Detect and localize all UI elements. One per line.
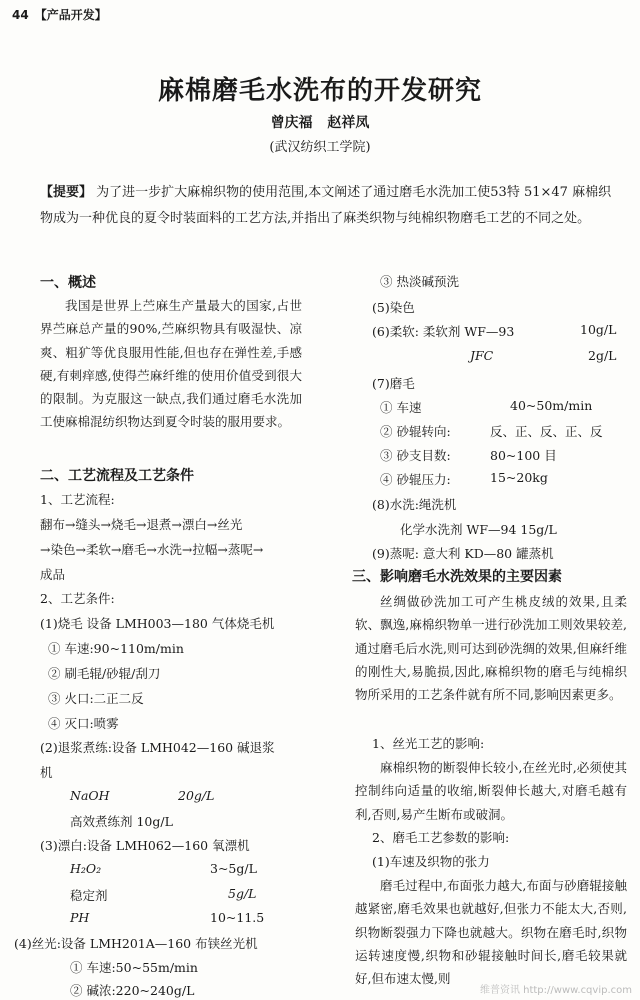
softening-agent-name: (6)柔软: 柔软剂 WF—93 [372, 324, 515, 339]
jfc-value: 2g/L [588, 348, 617, 363]
singeing-burners: ③ 火口:二正二反 [48, 691, 144, 706]
jfc-name: JFC [470, 348, 494, 363]
section-3-paragraph: 丝绸做砂洗加工可产生桃皮绒的效果,且柔软、飘逸,麻棉织物单一进行砂洗加工则效果较差,通过磨毛后水洗,则可达到砂洗绸的效果,但麻纤维的刚性大,易脆损,因此,麻棉织物的磨毛与纯棉织物所采用的工艺条件就有所不同,影响因素更多。 [355, 594, 627, 703]
section-2-heading: 二、工艺流程及工艺条件 [40, 468, 194, 484]
bleaching-stabilizer-value: 5g/L [228, 886, 257, 901]
subsection-1-heading: 1、丝光工艺的影响: [372, 736, 485, 751]
sand-roller-direction-value: 反、正、反、正、反 [490, 424, 603, 439]
bleaching-step: (3)漂白:设备 LMH062—160 氧漂机 [40, 838, 250, 853]
dyeing-step: (5)染色 [372, 300, 415, 315]
subsection-2-item-1: (1)车速及织物的张力 [372, 854, 490, 869]
washing-step: (8)水洗:绳洗机 [372, 497, 457, 512]
bleaching-ph-name: PH [70, 910, 90, 925]
article-title: 麻棉磨毛水洗布的开发研究 [157, 76, 482, 106]
desizing-scouring-agent: 高效煮练剂 10g/L [70, 814, 173, 829]
bleaching-ph-value: 10~11.5 [210, 910, 265, 925]
running-header [12, 6, 107, 23]
mercerizing-speed: ① 车速:50~55m/min [70, 960, 198, 975]
process-flow-line-3: 成品 [40, 567, 66, 582]
sand-roller-pressure-name: ④ 砂辊压力: [380, 472, 451, 487]
section-3-heading: 三、影响磨毛水洗效果的主要因素 [352, 569, 562, 585]
conditions-label: 2、工艺条件: [40, 591, 115, 606]
desizing-step-cont: 机 [40, 765, 53, 780]
singeing-quench: ④ 灭口:喷雾 [48, 716, 119, 731]
singeing-speed: ① 车速:90~110m/min [48, 641, 184, 656]
subsection-2-heading: 2、磨毛工艺参数的影响: [372, 830, 510, 845]
prewash-step: ③ 热淡碱预洗 [380, 274, 459, 289]
singeing-step: (1)烧毛 设备 LMH003—180 气体烧毛机 [40, 616, 275, 631]
sand-mesh-value: 80~100 目 [490, 448, 557, 463]
sand-roller-direction-name: ② 砂辊转向: [380, 424, 451, 439]
abstract-text: 为了进一步扩大麻棉织物的使用范围,本文阐述了通过磨毛水洗加工使53特 51×47 麻棉织物成为一种优良的夏令时装面料的工艺方法,并指出了麻类织物与纯棉织物磨毛工艺的不同之处。 [40, 185, 612, 226]
section-tag: 【产品开发】 [34, 8, 107, 22]
process-flow-line-2: →染色→柔软→磨毛→水洗→拉幅→蒸呢→ [40, 542, 264, 557]
subsection-1-paragraph: 麻棉织物的断裂伸长较小,在丝光时,必须使其控制纬向适量的收缩,断裂伸长越大,对磨毛越有利,否则,易产生断布或破洞。 [355, 760, 627, 822]
page-number: 44 [12, 8, 29, 22]
subsection-2-paragraph: 磨毛过程中,布面张力越大,布面与砂磨辊接触越紧密,磨毛效果也就越好,但张力不能太大,否则,织物断裂强力下降也就越大。织物在磨毛时,织物运转速度慢,织物和砂辊接触时间长,磨毛较果就好,但布速太慢,则 [355, 878, 627, 987]
desizing-naoh-name: NaOH [70, 788, 110, 803]
sand-roller-pressure-value: 15~20kg [490, 470, 548, 485]
sueding-step: (7)磨毛 [372, 376, 415, 391]
mercerizing-step: (4)丝光:设备 LMH201A—160 布铗丝光机 [14, 936, 258, 951]
softening-agent-value: 10g/L [580, 322, 617, 337]
affiliation: (武汉纺织工学院) [269, 140, 371, 155]
decatizing-step: (9)蒸呢: 意大利 KD—80 罐蒸机 [372, 546, 554, 561]
sueding-speed-value: 40~50m/min [510, 398, 593, 413]
process-flow-label: 1、工艺流程: [40, 492, 115, 507]
section-1-heading: 一、概述 [40, 275, 96, 291]
bleaching-stabilizer-name: 稳定剂 [70, 888, 108, 903]
process-flow-line-1: 翻布→缝头→烧毛→退煮→漂白→丝光 [40, 517, 243, 532]
desizing-step: (2)退浆煮练:设备 LMH042—160 碱退浆 [40, 740, 275, 755]
sueding-speed-name: ① 车速 [380, 400, 422, 415]
singeing-brush: ② 刷毛辊/砂辊/刮刀 [48, 666, 161, 681]
sand-mesh-name: ③ 砂支目数: [380, 448, 451, 463]
watermark: 维普资讯 http://www.cqvip.com [479, 985, 632, 996]
abstract [40, 180, 620, 232]
bleaching-h2o2-value: 3~5g/L [210, 861, 257, 876]
washing-agent: 化学水洗剂 WF—94 15g/L [400, 522, 557, 537]
mercerizing-alkali: ② 碱浓:220~240g/L [70, 983, 195, 998]
bleaching-h2o2-name: H₂O₂ [70, 861, 102, 876]
authors: 曾庆福 赵祥凤 [270, 115, 370, 131]
section-1-paragraph: 我国是世界上苎麻生产量最大的国家,占世界苎麻总产量的90%,苎麻织物具有吸湿快、凉爽、粗犷等优良服用性能,但也存在弹性差,手感硬,有刺痒感,使得苎麻纤维的使用价值受到很大的限制。为克服这一缺点,我们通过磨毛水洗加工使麻棉混纺织物达到夏令时装的服用要求。 [40, 298, 302, 430]
desizing-naoh-value: 20g/L [178, 788, 215, 803]
abstract-label: 【提要】 [40, 185, 93, 200]
